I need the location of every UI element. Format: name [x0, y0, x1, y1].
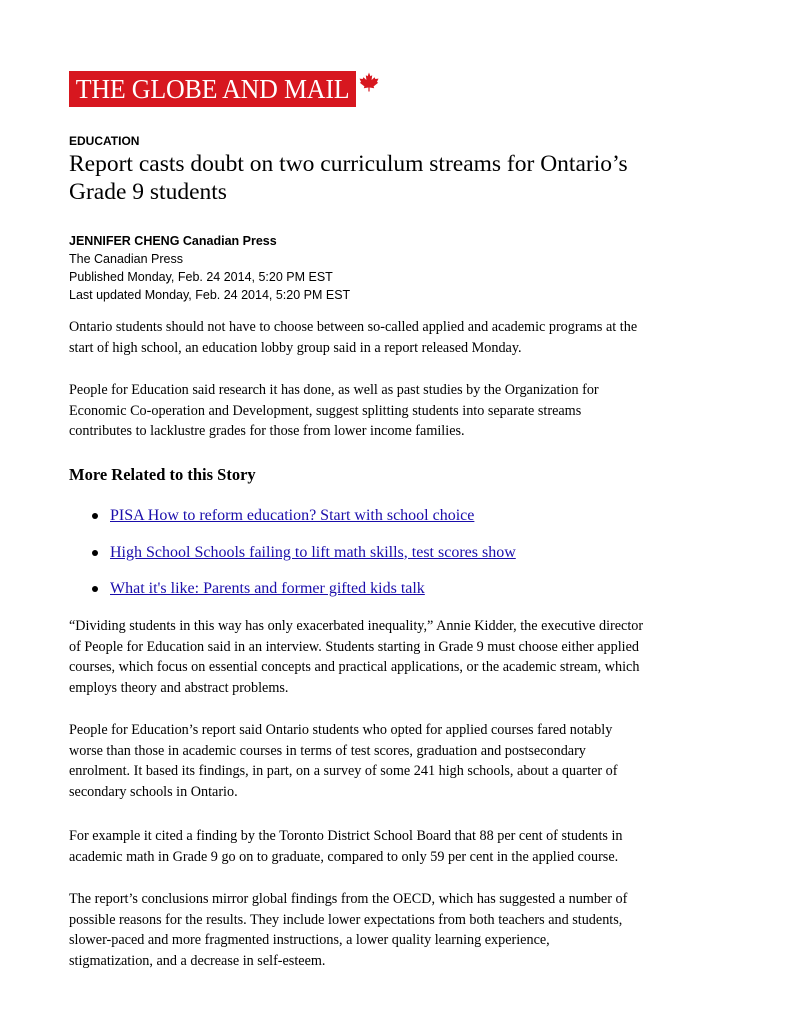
related-stories-heading: More Related to this Story [69, 465, 256, 484]
related-story-link[interactable]: PISA How to reform education? Start with school choice [110, 507, 475, 524]
paragraph-line: The report’s conclusions mirror global findings from the OECD, which has suggested a number of [69, 891, 628, 907]
article-source: The Canadian Press [69, 252, 183, 266]
headline-line-1: Report casts doubt on two curriculum streams for Ontario’s [69, 151, 628, 177]
bullet-icon [92, 550, 98, 556]
paragraph-line: start of high school, an education lobby group said in a report released Monday. [69, 339, 522, 356]
paragraph-line: possible reasons for the results. They include lower expectations from both teachers and students, [69, 911, 623, 928]
paragraph-line: stigmatization, and a decrease in self-esteem. [69, 952, 326, 969]
body-paragraph [69, 380, 729, 442]
paragraph-line: academic math in Grade 9 go on to graduate, compared to only 59 per cent in the applied course. [69, 848, 619, 865]
related-story-link[interactable]: What it's like: Parents and former gifted kids talk [110, 580, 425, 597]
paragraph-line: employs theory and abstract problems. [69, 679, 289, 696]
paragraph-line: People for Education’s report said Ontario students who opted for applied courses fared notably [69, 722, 613, 738]
author-name: JENNIFER CHENG Canadian Press [69, 234, 277, 248]
paragraph-line: contributes to lacklustre grades for those from lower income families. [69, 423, 465, 439]
paragraph-line: People for Education said research it has done, as well as past studies by the Organization for [69, 382, 599, 398]
paragraph-line: For example it cited a finding by the Toronto District School Board that 88 per cent of students in [69, 828, 623, 844]
body-paragraph [69, 889, 729, 971]
globe-and-mail-logo[interactable] [69, 71, 356, 107]
byline [69, 232, 350, 304]
paragraph-line: Economic Co-operation and Development, suggest splitting students into separate streams [69, 402, 582, 419]
updated-date: Last updated Monday, Feb. 24 2014, 5:20 PM EST [69, 288, 351, 302]
related-story-item [69, 542, 516, 579]
body-paragraph [69, 720, 729, 802]
paragraph-line: secondary schools in Ontario. [69, 783, 238, 800]
related-story-link[interactable]: High School Schools failing to lift math skills, test scores show [110, 543, 516, 561]
maple-leaf-icon [359, 72, 379, 92]
paragraph-line: slower-paced and more fragmented instructions, a lower quality learning experience, [69, 932, 550, 948]
bullet-icon [92, 586, 98, 592]
paragraph-line: “Dividing students in this way has only exacerbated inequality,” Annie Kidder, the executive director [69, 618, 644, 634]
published-date: Published Monday, Feb. 24 2014, 5:20 PM EST [69, 270, 333, 284]
related-stories-list [69, 505, 516, 615]
paragraph-line: courses, which focus on essential concepts and practical applications, or the academic stream, which [69, 659, 640, 675]
logo-text: THE GLOBE AND MAIL [75, 73, 350, 104]
paragraph-line: worse than those in academic courses in terms of test scores, graduation and postsecondary [69, 742, 586, 759]
paragraph-line: of People for Education said in an interview. Students starting in Grade 9 must choose either applied [69, 638, 639, 655]
body-paragraph [69, 826, 729, 867]
section-label: EDUCATION [69, 134, 140, 148]
article-headline [69, 150, 749, 206]
masthead [69, 71, 379, 107]
paragraph-line: Ontario students should not have to choose between so-called applied and academic programs at the [69, 319, 638, 335]
body-paragraph [69, 616, 729, 698]
bullet-icon [92, 513, 98, 519]
headline-line-2: Grade 9 students [69, 179, 227, 205]
related-story-item [69, 578, 516, 615]
related-story-item [69, 505, 516, 542]
body-paragraph [69, 317, 729, 358]
paragraph-line: enrolment. It based its findings, in part, on a survey of some 241 high schools, about a quarter of [69, 763, 618, 779]
